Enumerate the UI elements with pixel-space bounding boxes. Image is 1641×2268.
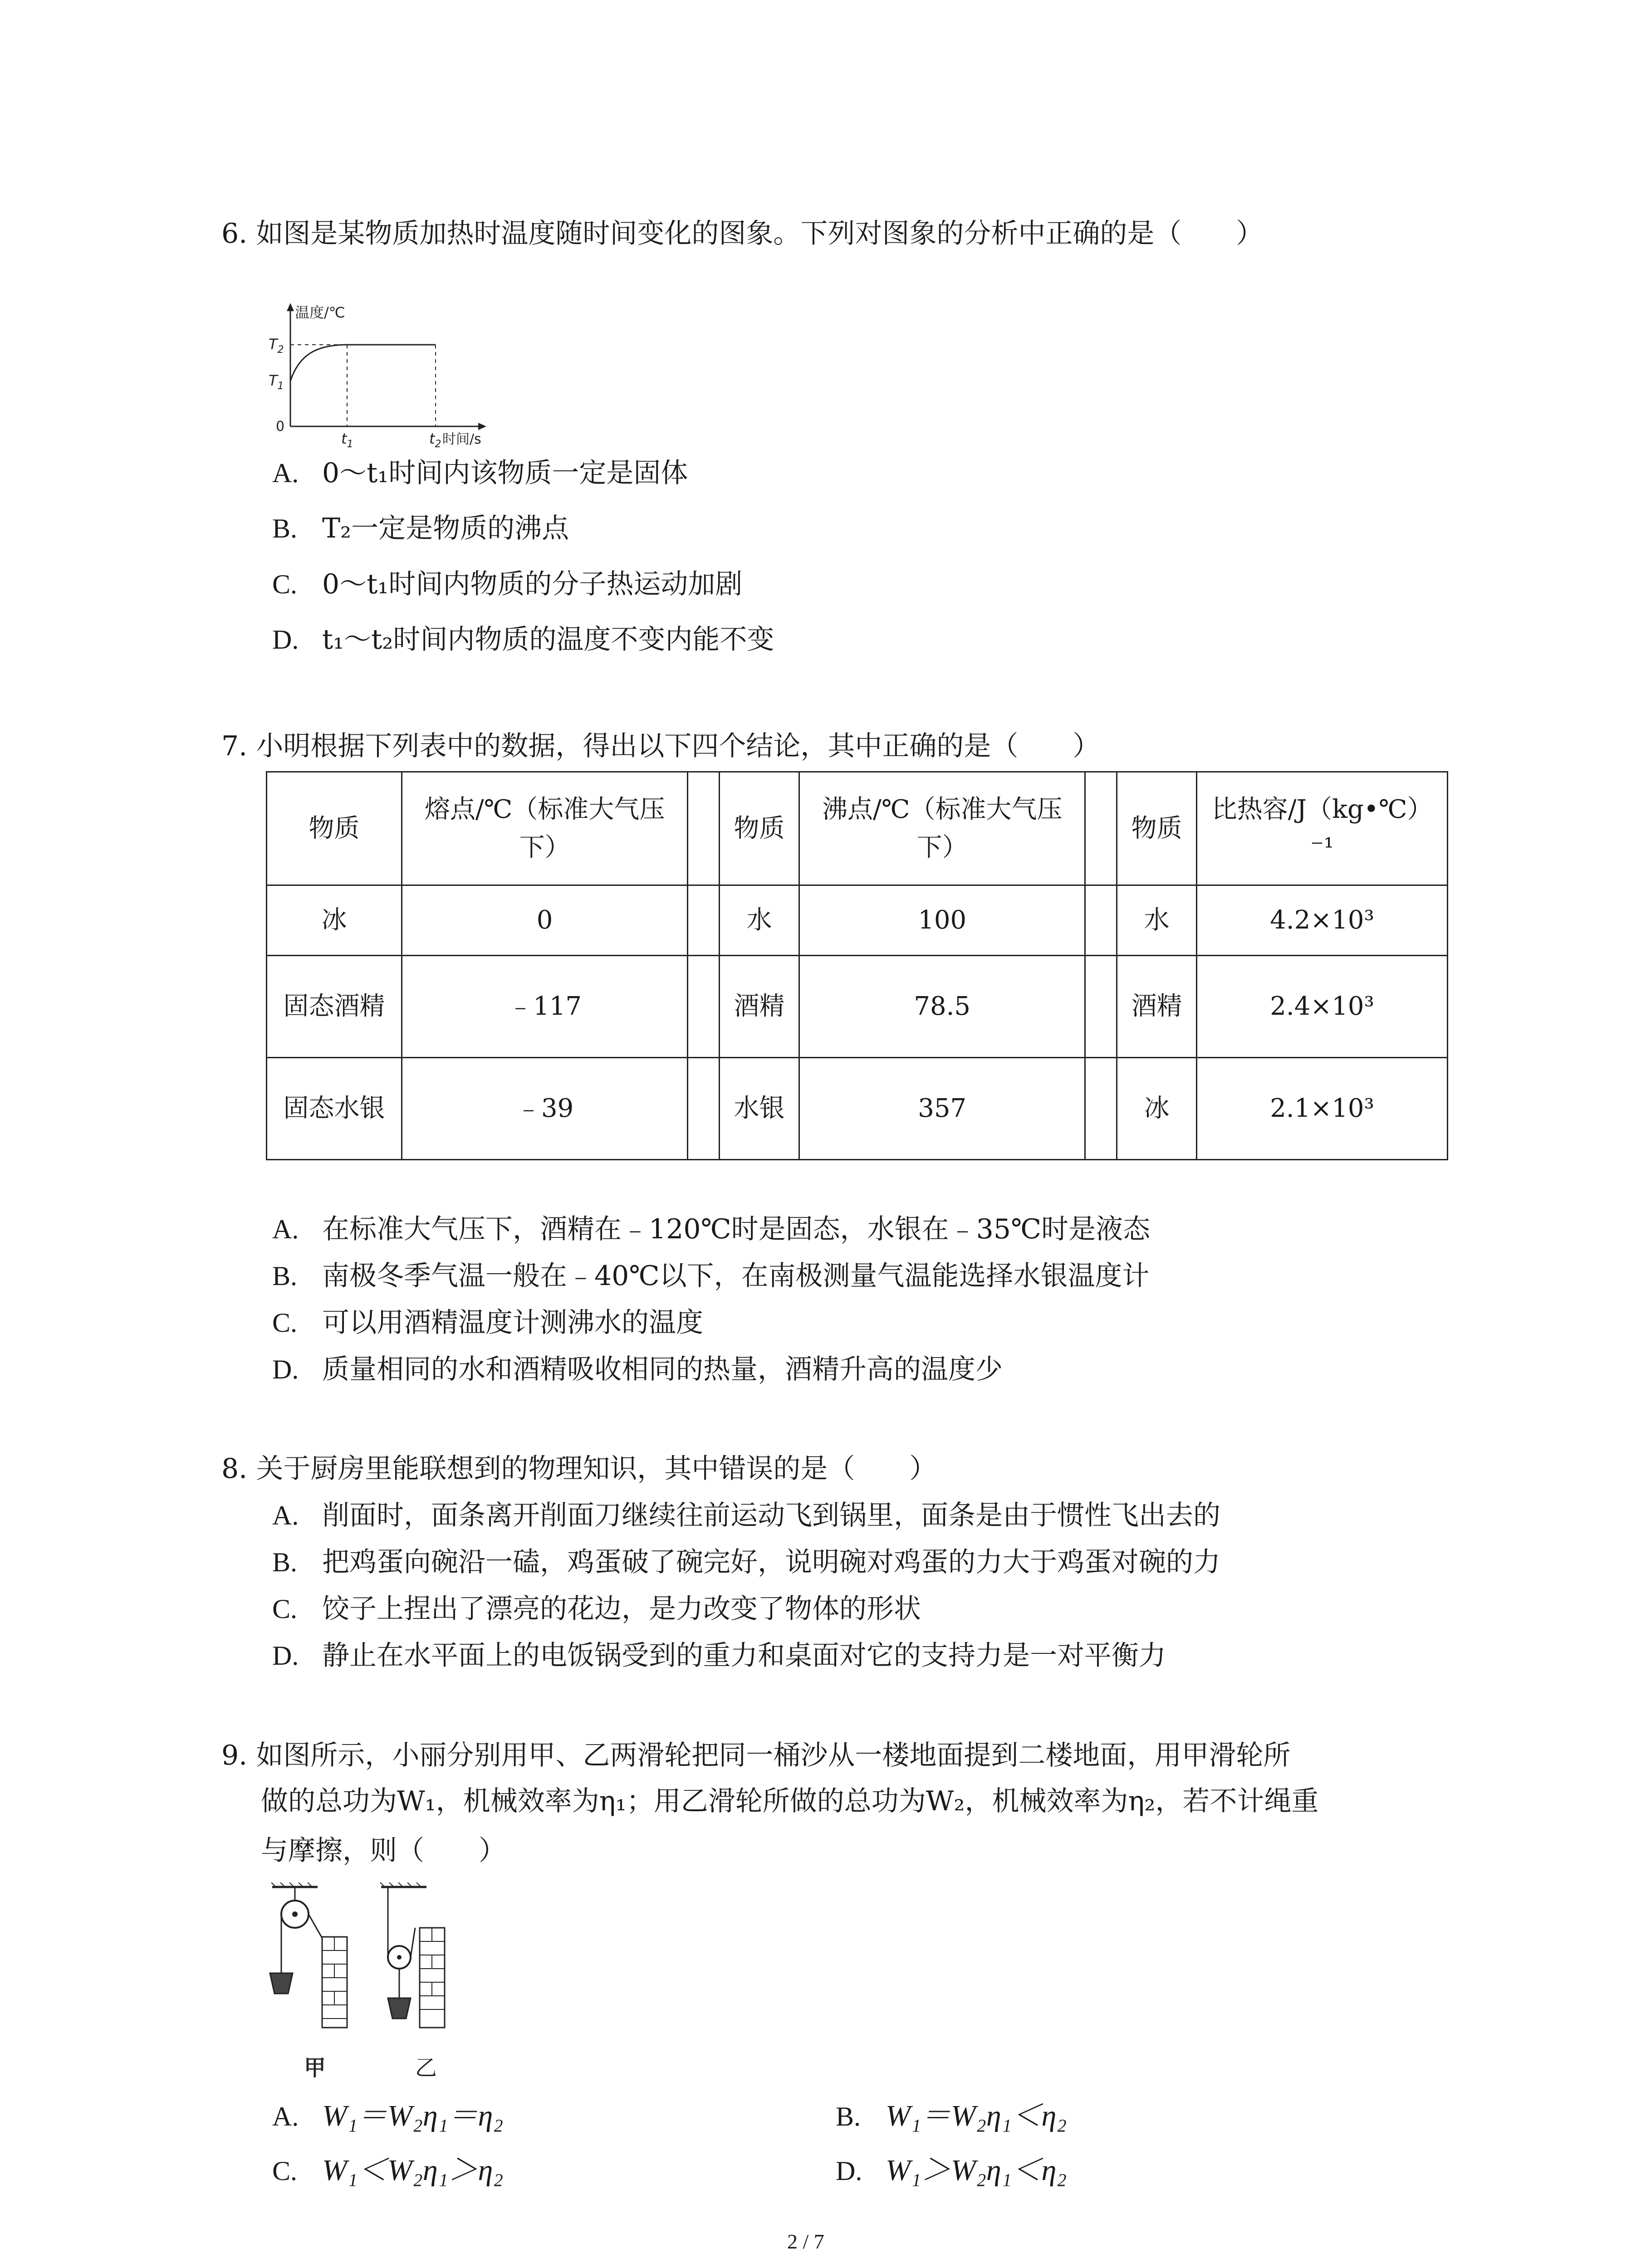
table-spacer [688, 885, 720, 956]
q6-option-b[interactable] [272, 508, 569, 549]
q6-graph-t1: t [341, 430, 347, 447]
option-letter: B. [272, 1261, 298, 1291]
table-spacer [1085, 956, 1117, 1058]
q6-temperature-time-graph [263, 299, 490, 449]
table-spacer [688, 956, 720, 1058]
q9-line1: 9. 如图所示，小丽分别用甲、乙两滑轮把同一桶沙从一楼地面提到二楼地面，用甲滑轮所 [221, 1740, 1291, 1771]
option-letter: D. [836, 2156, 862, 2186]
option-text: W₁＝W₂η₁＜η₂ [886, 2099, 1067, 2132]
movable-pulley-icon [380, 1882, 445, 2028]
table-row [267, 956, 1448, 1058]
q9-option-b[interactable] [836, 2096, 1067, 2137]
option-text: 把鸡蛋向碗沿一磕，鸡蛋破了碗完好，说明碗对鸡蛋的力大于鸡蛋对碗的力 [322, 1546, 1220, 1578]
table-cell: 2.1×10³ [1197, 1058, 1448, 1160]
q9-option-d[interactable] [836, 2150, 1067, 2191]
table-spacer [688, 1058, 720, 1160]
q6-graph-T1: T [269, 372, 278, 389]
table-header: 物质 [267, 772, 402, 885]
option-letter: A. [272, 2102, 299, 2131]
q7-option-d[interactable] [272, 1349, 1003, 1390]
table-cell: 冰 [267, 885, 402, 956]
q6-graph-T1-sub: 1 [277, 381, 284, 392]
table-cell: ﹣39 [402, 1058, 687, 1160]
label-jia: 甲 [304, 2055, 326, 2081]
q6-graph-xlabel: 时间/s [442, 431, 481, 447]
option-text: 质量相同的水和酒精吸收相同的热量，酒精升高的温度少 [322, 1354, 1003, 1385]
option-text: W₁＜W₂η₁＞η₂ [322, 2154, 504, 2187]
option-letter: C. [272, 2156, 298, 2186]
q7-data-table [266, 771, 1448, 1160]
q8-option-c[interactable] [272, 1589, 921, 1629]
q6-graph-T2-sub: 2 [277, 344, 284, 356]
table-cell: ﹣117 [402, 956, 687, 1058]
table-spacer [1085, 1058, 1117, 1160]
q7-option-b[interactable] [272, 1256, 1149, 1296]
option-letter: C. [272, 569, 298, 599]
option-text: 在标准大气压下，酒精在﹣120℃时是固态，水银在﹣35℃时是液态 [322, 1213, 1151, 1245]
table-spacer [1085, 885, 1117, 956]
option-text: 可以用酒精温度计测沸水的温度 [322, 1307, 703, 1339]
table-spacer [1085, 772, 1117, 885]
svg-text:T2 [269, 336, 284, 356]
q6-title: 6. 如图是某物质加热时温度随时间变化的图象。下列对图象的分析中正确的是（ ） [221, 218, 1264, 249]
table-spacer [688, 772, 720, 885]
option-text: 0～t₁时间内物质的分子热运动加剧 [322, 568, 743, 600]
q6-option-d[interactable] [272, 619, 774, 660]
table-header: 物质 [719, 772, 799, 885]
option-text: W₁＞W₂η₁＜η₂ [886, 2154, 1067, 2187]
q8-option-b[interactable] [272, 1542, 1220, 1583]
option-letter: C. [272, 1594, 298, 1624]
option-text: t₁～t₂时间内物质的温度不变内能不变 [322, 624, 774, 655]
table-cell: 固态酒精 [267, 956, 402, 1058]
q6-option-c[interactable] [272, 564, 742, 605]
option-letter: A. [272, 1214, 299, 1244]
svg-text:T1 [269, 372, 284, 392]
table-cell: 78.5 [799, 956, 1085, 1058]
q9-option-a[interactable] [272, 2096, 503, 2137]
table-cell: 酒精 [719, 956, 799, 1058]
option-letter: C. [272, 1308, 298, 1338]
option-text: 饺子上捏出了漂亮的花边，是力改变了物体的形状 [322, 1593, 921, 1625]
option-text: 静止在水平面上的电饭锅受到的重力和桌面对它的支持力是一对平衡力 [322, 1640, 1166, 1672]
fixed-pulley-icon [270, 1882, 347, 2028]
table-row [267, 885, 1448, 956]
q9-line3: 与摩擦，则（ ） [261, 1835, 506, 1867]
table-cell: 水 [1117, 885, 1197, 956]
table-cell: 酒精 [1117, 956, 1197, 1058]
option-letter: D. [272, 1354, 299, 1384]
table-cell: 0 [402, 885, 687, 956]
q9-line2: 做的总功为W₁，机械效率为η₁；用乙滑轮所做的总功为W₂，机械效率为η₂，若不计绳重 [261, 1785, 1319, 1817]
q8-title: 8. 关于厨房里能联想到的物理知识，其中错误的是（ ） [221, 1453, 937, 1485]
svg-text:t2 [429, 430, 441, 449]
q9-option-c[interactable] [272, 2150, 503, 2191]
option-text: 削面时，面条离开削面刀继续往前运动飞到锅里，面条是由于惯性飞出去的 [322, 1500, 1220, 1531]
q6-option-a[interactable] [272, 453, 688, 494]
option-text: 0～t₁时间内该物质一定是固体 [322, 457, 688, 489]
q7-title: 7. 小明根据下列表中的数据，得出以下四个结论，其中正确的是（ ） [221, 730, 1100, 762]
label-yi: 乙 [415, 2055, 437, 2081]
table-cell: 100 [799, 885, 1085, 956]
q8-option-a[interactable] [272, 1495, 1220, 1536]
q6-graph-t2-sub: 2 [435, 439, 441, 449]
option-text: T₂一定是物质的沸点 [322, 513, 569, 544]
option-letter: B. [272, 513, 298, 543]
page-number: 2 / 7 [787, 2230, 824, 2253]
table-header: 沸点/℃（标准大气压下） [799, 772, 1085, 885]
table-cell: 357 [799, 1058, 1085, 1160]
option-letter: B. [836, 2102, 861, 2131]
option-letter: A. [272, 1501, 299, 1530]
q8-option-d[interactable] [272, 1635, 1166, 1676]
option-letter: D. [272, 1641, 299, 1671]
option-letter: D. [272, 625, 299, 655]
q7-option-c[interactable] [272, 1302, 703, 1343]
table-header: 熔点/℃（标准大气压下） [402, 772, 687, 885]
table-cell: 水银 [719, 1058, 799, 1160]
q6-graph-t1-sub: 1 [347, 439, 353, 449]
q6-graph-ylabel: 温度/℃ [295, 304, 345, 321]
q6-graph-origin: 0 [276, 419, 285, 435]
svg-text:t1 [341, 430, 353, 449]
table-header: 物质 [1117, 772, 1197, 885]
option-text: 南极冬季气温一般在﹣40℃以下，在南极测量气温能选择水银温度计 [322, 1260, 1150, 1292]
option-letter: A. [272, 458, 299, 488]
table-header: 比热容/J（kg•℃）⁻¹ [1197, 772, 1448, 885]
table-cell: 固态水银 [267, 1058, 402, 1160]
table-cell: 冰 [1117, 1058, 1197, 1160]
q6-graph-t2: t [429, 430, 435, 447]
q9-pulley-diagram [259, 1882, 513, 2082]
table-cell: 水 [719, 885, 799, 956]
table-cell: 4.2×10³ [1197, 885, 1448, 956]
q6-graph-T2: T [269, 336, 278, 353]
table-cell: 2.4×10³ [1197, 956, 1448, 1058]
table-row [267, 1058, 1448, 1160]
option-text: W₁＝W₂η₁＝η₂ [322, 2099, 504, 2132]
q7-option-a[interactable] [272, 1209, 1150, 1250]
option-letter: B. [272, 1547, 298, 1577]
